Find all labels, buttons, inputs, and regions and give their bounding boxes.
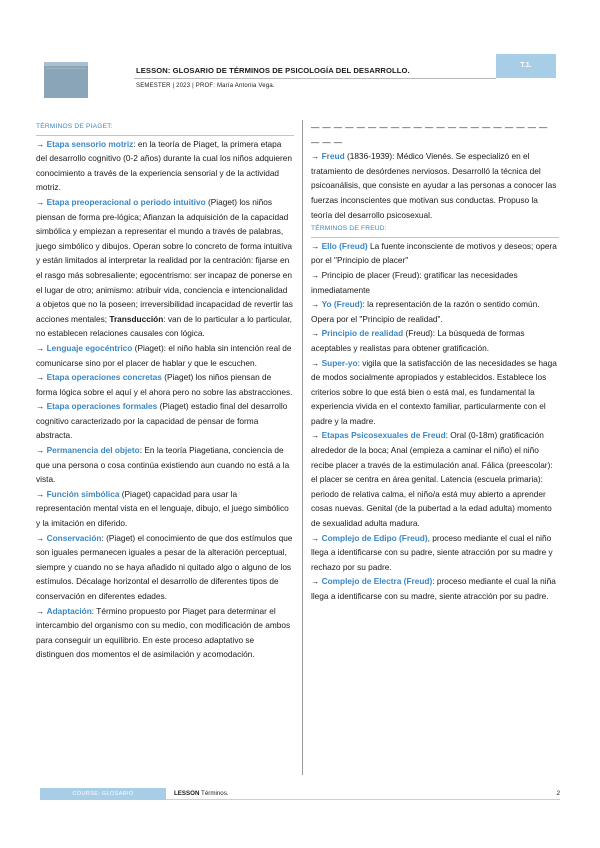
piaget-section-label: TÉRMINOS DE PIAGET: <box>36 123 113 130</box>
glossary-term: Conservación <box>46 532 102 543</box>
glossary-entry <box>311 326 559 355</box>
title-rule <box>134 78 496 79</box>
glossary-definition: : Término propuesto por Piaget para determinar el intercambio del organismo con su medio, con modificación de ambos para conseguir un equilibrio. En este proceso adaptativo se distinguen dos momentos el de asimilación y acomodación. <box>36 605 291 660</box>
footer-course: COURSE: GLOSARIO <box>40 788 166 800</box>
glossary-entry <box>311 297 559 326</box>
glossary-definition: (Piaget) los niños piensan de forma lógica sobre el aquí y el ahora pero no sobre las abstracciones. <box>36 372 293 397</box>
glossary-definition: (Piaget) capacidad para usar la representación mental vista en el lenguaje, dibujo, el juego simbólico y la imitación en diferido. <box>36 488 289 529</box>
glossary-entry <box>311 356 559 429</box>
glossary-definition: : vigila que la satisfacción de las necesidades se haga de modos socialmente apropiados y establecidos. Establece los criterios sobre lo que está bien o está mal, es fundamental la experiencia vivida en el contexto familiar, particularmente con el padre y la madre. <box>311 357 557 426</box>
arrow-icon: → <box>36 196 45 207</box>
glossary-entry <box>311 428 559 530</box>
glossary-definition: La fuente inconsciente de motivos y deseos; opera por el "Principio de placer" <box>311 240 557 266</box>
glossary-definition: : Oral (0-18m) gratificación alrededor de la boca; Anal (empieza a caminar el niño) el niño recibe placer a través de la estimulación anal. Fálica (preescolar): el placer se centra en área genital. Latencia (escuela primaria): periodo de relativa calma, el niño/a está muy abierto a aprender cosas nuevas. Genital (de la pubertad a la edad adulta) momento de sexualidad adulta madura. <box>311 430 553 529</box>
glossary-entry <box>36 195 294 341</box>
glossary-entry <box>36 487 294 531</box>
glossary-term: Etapa operaciones concretas <box>46 372 162 383</box>
glossary-definition: : proceso mediante el cual la niña llega a identificarse con su madre, siente atracción por su padre. <box>311 576 556 601</box>
glossary-term: Yo (Freud) <box>321 299 363 310</box>
glossary-entry <box>311 149 559 222</box>
freud-section-label: TÉRMINOS DE FREUD: <box>311 225 387 233</box>
glossary-bold-term: Transducción <box>109 313 164 324</box>
arrow-icon: → <box>36 445 45 456</box>
arrow-icon: → <box>311 532 320 543</box>
glossary-term: Complejo de Edipo (Freud) <box>321 532 428 543</box>
glossary-term: Super-yo <box>321 357 358 368</box>
glossary-definition: (Freud): La búsqueda de formas aceptables y realistas para obtener gratificación. <box>311 328 525 353</box>
glossary-entry <box>311 574 559 603</box>
right-column <box>311 120 559 604</box>
glossary-term: Ello (Freud) <box>321 240 368 251</box>
footer-lesson-label: LESSON <box>174 790 200 797</box>
glossary-definition: : (Piaget) el conocimiento de que dos estímulos que son iguales permanecen iguales a pesar de la alteración perceptual, siempre y cuando no se haya añadido ni quitado algo o alguno de los estímulos. Décalage horizontal el desarrollo de diferentes tipos de conservación en diferentes edades. <box>36 532 293 601</box>
arrow-icon: → <box>36 532 45 543</box>
section-rule <box>36 135 294 136</box>
section-rule <box>311 237 559 238</box>
glossary-term: Etapa sensorio motriz <box>46 138 134 149</box>
arrow-icon: → <box>311 357 320 368</box>
footer-rule <box>166 799 560 800</box>
page-footer <box>40 788 560 800</box>
glossary-entry <box>36 341 294 370</box>
footer-lesson-text: Términos. <box>199 790 229 797</box>
left-column <box>36 120 294 662</box>
glossary-term: Permanencia del objeto <box>46 445 140 456</box>
arrow-icon: → <box>36 401 45 412</box>
section-tab: T.1. <box>496 54 556 78</box>
glossary-definition: , proceso mediante el cual el niño llega a identificarse con su padre, siente atracción por su madre y rechazo por su padre. <box>311 532 553 572</box>
dash-separator: — — — — — — — — — — — — — — — — — — — — — — — — <box>311 122 548 147</box>
glossary-definition: : la representación de la razón o sentido común. Opera por el "Principio de realidad". <box>311 299 540 324</box>
glossary-entry <box>311 531 559 575</box>
glossary-term: Freud <box>321 151 345 162</box>
arrow-icon: → <box>311 269 320 280</box>
glossary-term: Complejo de Electra (Freud) <box>321 576 433 587</box>
glossary-term: Etapa preoperacional o periodo intuitivo <box>46 196 206 207</box>
arrow-icon: → <box>311 299 320 310</box>
glossary-definition: : van de lo particular a lo particular, no establecen relaciones causales con lógica. <box>36 313 292 339</box>
glossary-entry <box>36 604 294 662</box>
glossary-entry <box>36 443 294 487</box>
arrow-icon: → <box>36 342 45 353</box>
folder-icon <box>44 62 88 98</box>
arrow-icon: → <box>311 151 320 162</box>
arrow-icon: → <box>36 372 45 383</box>
semester-line: SEMESTER | 2023 | PROF: María Antonia Vega. <box>136 83 275 89</box>
glossary-term: Función simbólica <box>46 488 120 499</box>
glossary-term: Adaptación <box>46 605 92 616</box>
glossary-definition: : En la teoría Piagetiana, conciencia de que una persona o cosa continúa existiendo aun cuando no está a la vista. <box>36 445 290 485</box>
glossary-definition: Principio de placer (Freud): gratificar las necesidades inmediatamente <box>311 269 518 295</box>
glossary-term: Lenguaje egocéntrico <box>46 342 133 353</box>
glossary-entry <box>36 370 294 399</box>
page-number: 2 <box>556 790 560 797</box>
arrow-icon: → <box>311 576 320 587</box>
glossary-entry <box>36 531 294 604</box>
arrow-icon: → <box>36 138 45 149</box>
glossary-term: Etapa operaciones formales <box>46 401 158 412</box>
glossary-definition: (1836-1939): Médico Vienés. Se especializó en el tratamiento de desórdenes nerviosos. Desarrolló la técnica del psicoanálisis, que consiste en ayudar a las personas a conocer las fuerzas inconscientes que motivan sus conductas. Propuso la teoría del desarrollo psicosexual. <box>311 151 557 220</box>
column-divider <box>302 120 303 775</box>
arrow-icon: → <box>36 488 45 499</box>
glossary-definition: (Piaget) los niños piensan de forma pre-lógica; Afianzan la adquisición de la capacidad simbólica y empiezan a representar el mundo a través de palabras, juego simbólico y dibujos. Operan sobre lo concreto de forma intuitiva y están limitados al interpretar la realidad por la centración: fijarse en el rasgo más sobresaliente; egocentrismo: ser incapaz de ponerse en el lugar de otro; animismo: atribuir vida, conciencia e intencionalidad a objetos que no la poseen; irreversibilidad incapacidad de revertir las acciones mentales; <box>36 196 293 324</box>
glossary-definition: : en la teoría de Piaget, la primera etapa del desarrollo cognitivo (0-2 años) durante la cual los niños adquieren conocimiento a través de la experiencia sensorial y de la actividad motriz. <box>36 138 292 193</box>
glossary-entry <box>36 399 294 443</box>
glossary-term: Etapas Psicosexuales de Freud <box>321 430 446 441</box>
arrow-icon: → <box>311 430 320 441</box>
glossary-entry <box>311 239 559 268</box>
arrow-icon: → <box>36 605 45 616</box>
glossary-entry <box>36 137 294 195</box>
glossary-definition: (Piaget): el niño habla sin intención real de comunicarse sino por el placer de hablar y que le escuchen. <box>36 342 292 368</box>
glossary-term: Principio de realidad <box>321 328 404 339</box>
glossary-entry <box>311 268 559 297</box>
arrow-icon: → <box>311 328 320 339</box>
lesson-title: LESSON: GLOSARIO DE TÉRMINOS DE PSICOLOGÍA DEL DESARROLLO. <box>136 66 410 75</box>
arrow-icon: → <box>311 240 320 251</box>
glossary-definition: (Piaget) estadio final del desarrollo cognitivo caracterizado por la capacidad de pensar de forma abstracta. <box>36 401 288 441</box>
